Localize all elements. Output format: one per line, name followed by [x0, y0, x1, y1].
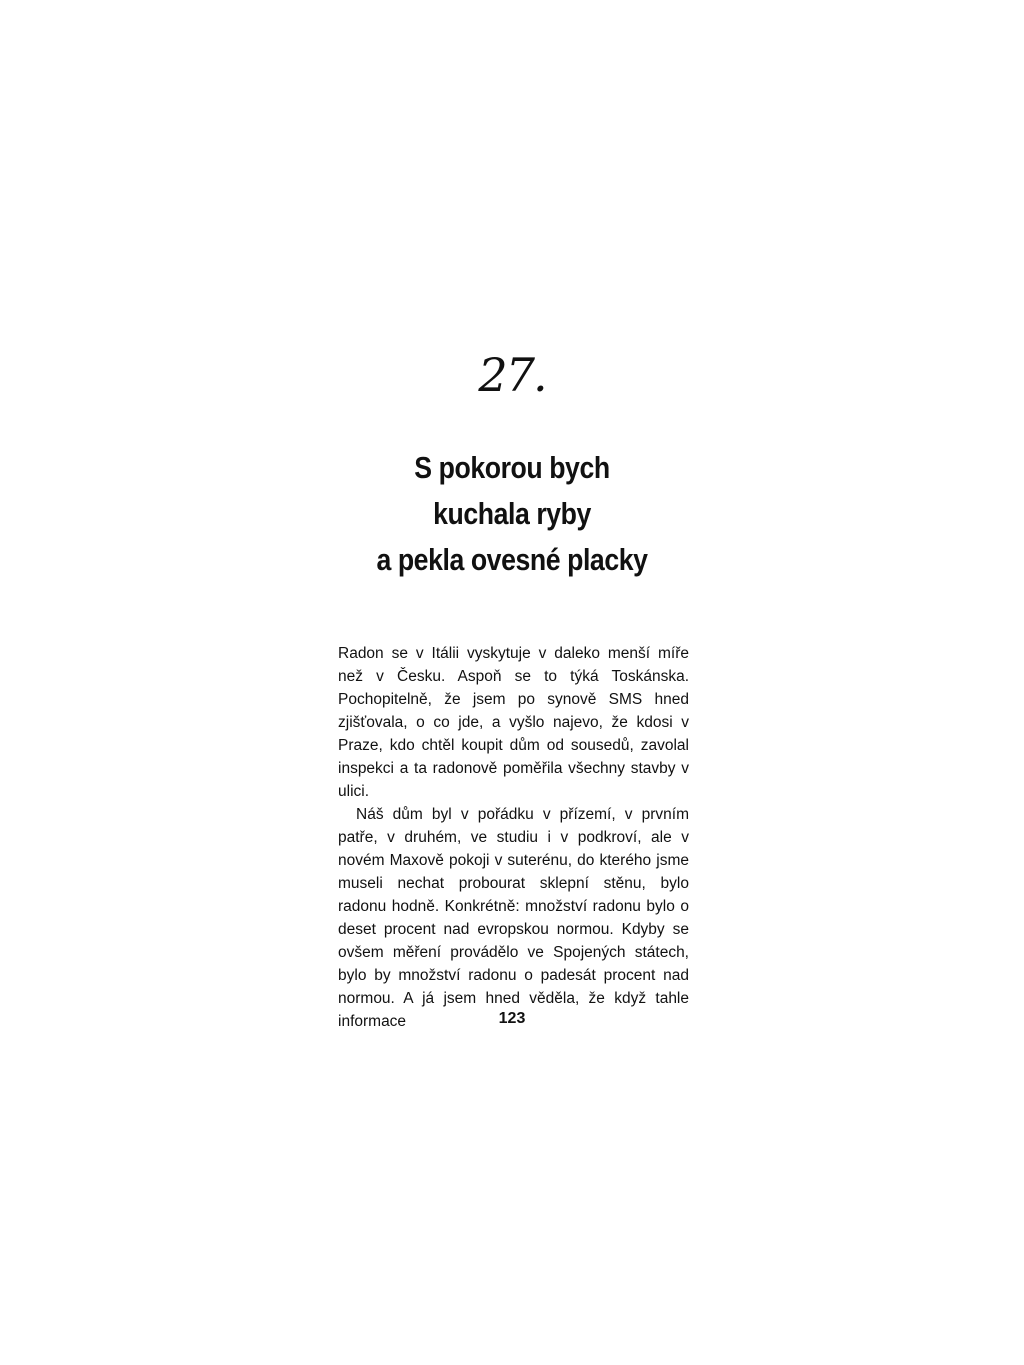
- chapter-number: 27.: [478, 348, 546, 402]
- paragraph: Náš dům byl v pořádku v přízemí, v prvním patře, v druhém, ve studiu i v podkroví, ale v novém Maxově pokoji v suterénu, do kterého jsme museli nechat probourat sklepní stěnu, bylo radonu hodně. Konkrétně: množství radonu bylo o deset procent nad evropskou normou. Kdyby se ovšem měření provádělo ve Spojených státech, bylo by množství radonu o padesát procent nad normou. A já jsem hned věděla, že když tahle informace: [338, 806, 689, 1030]
- chapter-title-line: S pokorou bych: [414, 450, 610, 485]
- body-text: [338, 642, 689, 1033]
- paragraph: Radon se v Itálii vyskytuje v daleko menší míře než v Česku. Aspoň se to týká Toskánska. Pochopitelně, že jsem po synově SMS hned zjišťovala, o co jde, a vyšlo najevo, že kdosi v Praze, kdo chtěl koupit dům od sousedů, zavolal inspekci a ta radonově poměřila všechny stavby v ulici.: [338, 645, 689, 800]
- chapter-title: [297, 445, 727, 583]
- chapter-title-line: a pekla ovesné placky: [376, 542, 648, 577]
- chapter-title-line: kuchala ryby: [433, 496, 591, 531]
- page-number: 123: [498, 1010, 526, 1027]
